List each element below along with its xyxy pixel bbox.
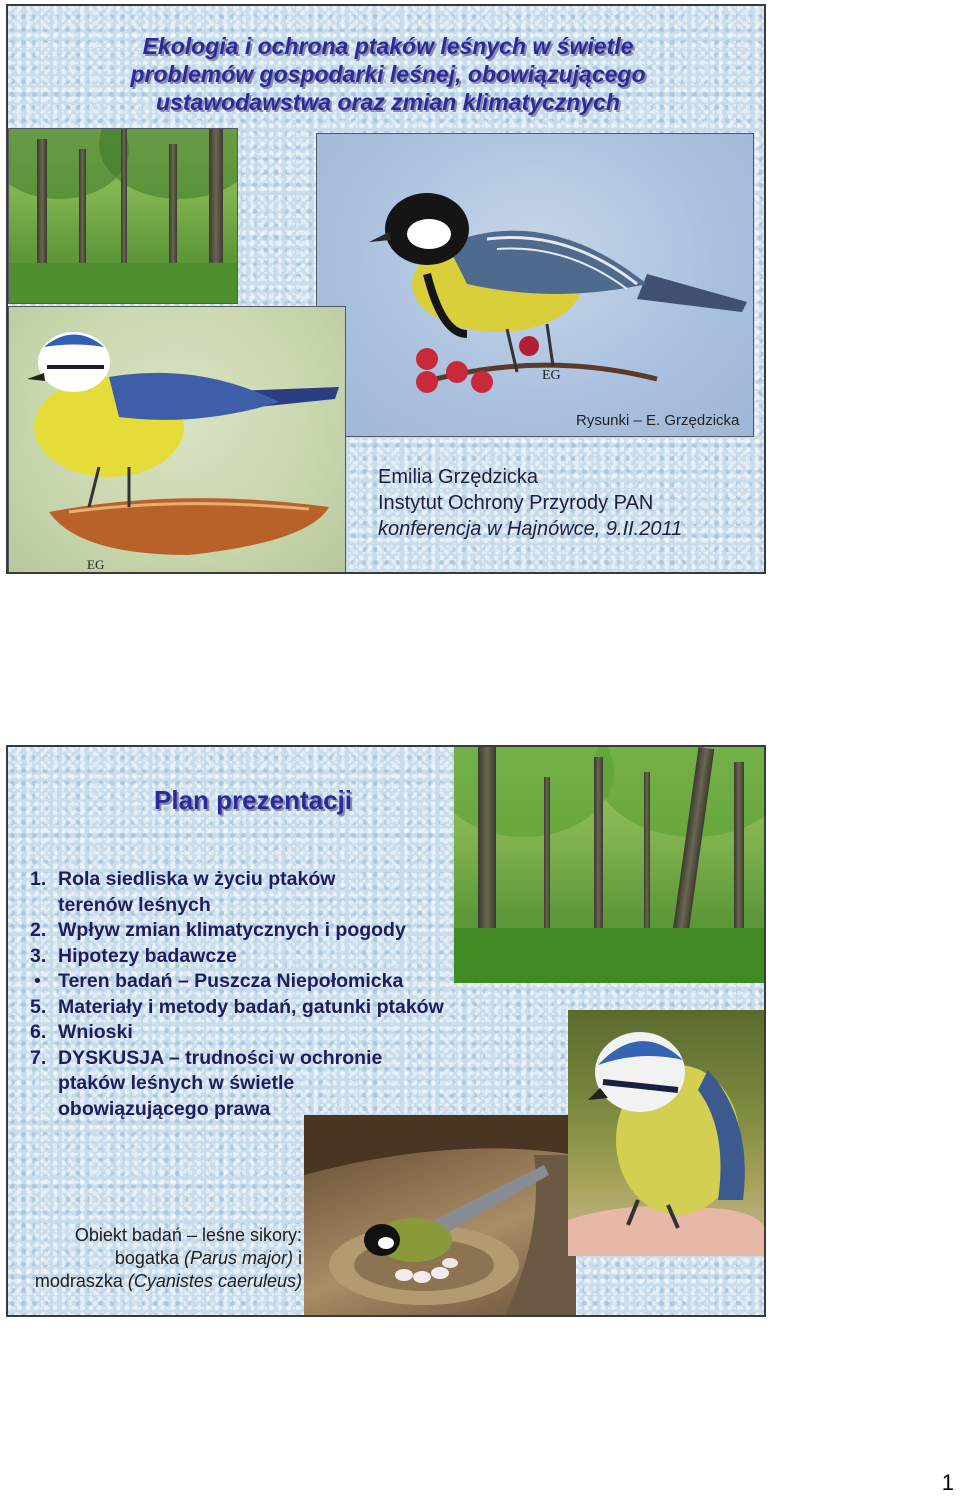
caption-line (8, 1247, 302, 1270)
agenda-item-text: Wnioski (58, 1021, 133, 1043)
agenda-item (30, 969, 444, 995)
caption-line (8, 1270, 302, 1293)
latin-name: (Cyanistes caeruleus) (127, 1271, 302, 1291)
page-number: 1 (941, 1470, 954, 1495)
illustration-credit: Rysunki – E. Grzędzicka (576, 412, 740, 429)
agenda-item-number: 7. (30, 1046, 47, 1069)
institute-name: Instytut Ochrony Przyrody PAN (378, 492, 654, 514)
outline-slide (6, 745, 766, 1317)
agenda-item-number: 5. (30, 995, 47, 1018)
agenda-item-number: 2. (30, 919, 47, 941)
title-slide (6, 4, 766, 574)
slide-title (38, 32, 738, 116)
agenda-item-number: 3. (30, 944, 47, 967)
signature-text: EG (87, 557, 105, 572)
great-tit-drawing (316, 133, 754, 437)
title-line-2: problemów gospodarki leśnej, obowiązującego (130, 61, 646, 87)
conference-info: konferencja w Hajnówce, 9.II.2011 (378, 518, 683, 540)
nest-photo (304, 1115, 576, 1317)
agenda-item-text: DYSKUSJA – trudności w ochronie (58, 1046, 383, 1069)
photo-caption (8, 1224, 302, 1293)
agenda-item (30, 1020, 444, 1046)
agenda-item-text: ptaków leśnych w świetle (58, 1072, 295, 1094)
forest-photo (8, 128, 238, 304)
agenda-item-number: 1. (30, 868, 47, 890)
title-line-3: ustawodawstwa oraz zmian klimatycznych (156, 89, 620, 115)
title-line-1: Ekologia i ochrona ptaków leśnych w świetle (142, 33, 634, 59)
agenda-item (30, 918, 444, 944)
agenda-item-text: Teren badań – Puszcza Niepołomicka (58, 970, 404, 992)
agenda-item (30, 867, 444, 918)
latin-name: (Parus major) (183, 1248, 293, 1268)
great-tit-illustration (317, 134, 754, 437)
caption-text: bogatka (114, 1248, 184, 1268)
slide-title: Plan prezentacji (154, 785, 352, 815)
agenda-item-text: obowiązującego prawa (58, 1097, 271, 1120)
author-name: Emilia Grzędzicka (378, 466, 539, 488)
agenda-item-text: terenów leśnych (58, 893, 211, 916)
caption-text: i (293, 1248, 302, 1268)
caption-line: Obiekt badań – leśne sikory: (74, 1225, 302, 1245)
blue-tit-illustration (9, 307, 346, 574)
blue-tit-photo-illustration (568, 1010, 766, 1256)
signature-text: EG (542, 368, 561, 383)
great-tit-on-nest-illustration (304, 1115, 576, 1317)
bullet-marker: • (34, 970, 41, 992)
agenda-item-text: Rola siedliska w życiu ptaków (58, 868, 336, 890)
author-block (378, 464, 682, 542)
agenda-item-number: 6. (30, 1021, 47, 1043)
agenda-item-text: Hipotezy badawcze (58, 944, 237, 967)
blue-tit-in-hand-photo (568, 1010, 766, 1256)
forest-photo (454, 747, 766, 983)
blue-tit-drawing (8, 306, 346, 574)
agenda-item (30, 995, 444, 1021)
agenda-item-text: Materiały i metody badań, gatunki ptaków (58, 995, 444, 1018)
agenda-item (30, 944, 444, 970)
agenda-item-text: Wpływ zmian klimatycznych i pogody (58, 919, 406, 941)
agenda-list (30, 867, 444, 1122)
agenda-item (30, 1046, 444, 1123)
caption-text: modraszka (34, 1271, 128, 1291)
